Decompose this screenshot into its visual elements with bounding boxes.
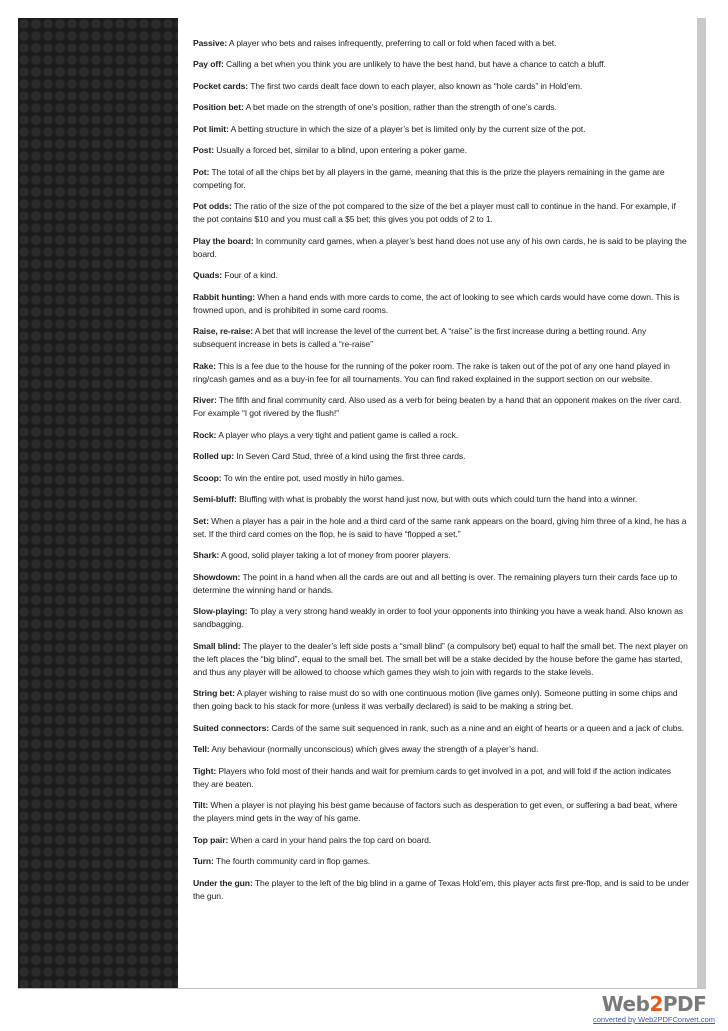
glossary-term: Rolled up: bbox=[193, 451, 235, 462]
glossary-definition: The fourth community card in flop games. bbox=[213, 856, 371, 867]
glossary-entry bbox=[193, 834, 689, 847]
glossary-entry bbox=[193, 58, 689, 71]
glossary-definition: The ratio of the size of the pot compared to the size of the bet a player must call to continue in the hand. For example, if the pot contains $10 and you must call a $5 bet; this gives you pot odds of 2 to 1. bbox=[193, 201, 676, 225]
glossary-definition: This is a fee due to the house for the running of the poker room. The rake is taken out of the pot of any one hand played in ring/cash games and as a buy-in fee for all tournaments. You can find raked explained in the support section on our website. bbox=[193, 360, 670, 384]
decorative-sidebar bbox=[18, 18, 178, 988]
glossary-definition: In community card games, when a player’s best hand does not use any of his own cards, he is said to be playing the board. bbox=[193, 235, 687, 259]
glossary-term: Pot odds: bbox=[193, 201, 232, 212]
glossary-definition: When a player has a pair in the hole and a third card of the same rank appears on the board, giving him three of a kind, he has a set. If the third card comes on the flop, he is said to have “flopped a set.” bbox=[193, 515, 687, 539]
glossary-entry bbox=[193, 394, 689, 420]
glossary-term: Pot: bbox=[193, 166, 210, 177]
glossary-definition: Usually a forced bet, similar to a blind, upon entering a poker game. bbox=[214, 145, 467, 156]
glossary-definition: A player who bets and raises infrequently, preferring to call or fold when faced with a bet. bbox=[227, 38, 557, 48]
glossary-entry bbox=[193, 360, 689, 386]
glossary-term: Pocket cards: bbox=[193, 80, 249, 91]
glossary-term: Tilt: bbox=[193, 800, 209, 811]
glossary-entry bbox=[193, 429, 689, 442]
glossary-entry bbox=[193, 493, 689, 506]
glossary-term: Shark: bbox=[193, 550, 220, 561]
glossary-term: Suited connectors: bbox=[193, 722, 270, 733]
glossary-term: Position bet: bbox=[193, 102, 244, 113]
glossary-definition: Calling a bet when you think you are unlikely to have the best hand, but have a chance to catch a bluff. bbox=[223, 59, 606, 70]
glossary-entry bbox=[193, 450, 689, 463]
glossary-definition: The player to the dealer’s left side posts a “small blind” (a compulsory bet) equal to half the small bet. The next player on the left places the “big blind”, equal to the small bet. The small bet will be a stake decided by the house before the game has started, and thus any player will be allowed to choose which games they wish to join with regards to the stake levels. bbox=[193, 640, 688, 677]
glossary-entry bbox=[193, 144, 689, 157]
glossary-term: Pay off: bbox=[193, 59, 224, 70]
glossary-entry bbox=[193, 605, 689, 631]
glossary-term: Pot limit: bbox=[193, 123, 229, 134]
glossary-term: River: bbox=[193, 395, 217, 406]
glossary-definition: A player wishing to raise must do so with one continuous motion (live games only). Someone putting in some chips and then going back to his stack for more (unless it was verbally declared) is said to be making a string bet. bbox=[193, 688, 678, 712]
glossary-entry bbox=[193, 269, 689, 282]
glossary-definition: A good, solid player taking a lot of money from poorer players. bbox=[219, 550, 451, 561]
glossary-entry bbox=[193, 765, 689, 791]
glossary-entry bbox=[193, 743, 689, 756]
right-margin-bar bbox=[697, 18, 706, 988]
glossary-definition: Players who fold most of their hands and wait for premium cards to get involved in a pot, and will fold if the action indicates they are beaten. bbox=[193, 765, 671, 789]
glossary-entry bbox=[193, 101, 689, 114]
glossary-term: Tight: bbox=[193, 765, 217, 776]
glossary-term: Semi-bluff: bbox=[193, 494, 237, 505]
glossary-term: Raise, re-raise: bbox=[193, 326, 254, 337]
glossary-entry bbox=[193, 325, 689, 351]
glossary-definition: The player to the left of the big blind in a game of Texas Hold’em, this player acts first pre-flop, and is said to be under the gun. bbox=[193, 877, 689, 901]
glossary-entry bbox=[193, 640, 689, 679]
glossary-entry bbox=[193, 549, 689, 562]
glossary-entry bbox=[193, 37, 689, 50]
glossary-term: Set: bbox=[193, 515, 209, 526]
glossary-definition: A bet that will increase the level of the current bet. A “raise” is the first increase during a betting round. Any subsequent increase in bets is called a “re-raise” bbox=[193, 326, 647, 350]
glossary-definition: When a hand ends with more cards to come, the act of looking to see which cards would have come down. This is frowned upon, and is prohibited in some card rooms. bbox=[193, 291, 680, 315]
glossary-content bbox=[178, 18, 697, 988]
glossary-term: Turn: bbox=[193, 856, 214, 867]
glossary-entry bbox=[193, 515, 689, 541]
glossary-definition: Any behaviour (normally unconscious) which gives away the strength of a player’s hand. bbox=[209, 744, 539, 755]
glossary-definition: The total of all the chips bet by all players in the game, meaning that this is the prize the players remaining in the game are competing for. bbox=[193, 166, 665, 190]
glossary-entry bbox=[193, 687, 689, 713]
glossary-definition: A betting structure in which the size of a player’s bet is limited only by the current size of the pot. bbox=[228, 123, 586, 134]
page-bottom-rule bbox=[18, 988, 706, 989]
glossary-entry bbox=[193, 80, 689, 93]
glossary-entry bbox=[193, 799, 689, 825]
glossary-definition: The first two cards dealt face down to each player, also known as “hole cards” in Hold’em. bbox=[248, 80, 583, 91]
glossary-entry bbox=[193, 877, 689, 903]
glossary-entry bbox=[193, 722, 689, 735]
glossary-entry bbox=[193, 235, 689, 261]
glossary-entry bbox=[193, 571, 689, 597]
glossary-entry bbox=[193, 166, 689, 192]
glossary-entry bbox=[193, 200, 689, 226]
glossary-term: Small blind: bbox=[193, 640, 241, 651]
glossary-term: Tell: bbox=[193, 744, 210, 755]
glossary-entry bbox=[193, 855, 689, 868]
glossary-term: String bet: bbox=[193, 688, 235, 699]
glossary-definition: To play a very strong hand weakly in order to fool your opponents into thinking you have a weak hand. Also known as sandbagging. bbox=[193, 606, 683, 630]
web2pdf-logo[interactable] bbox=[588, 993, 720, 1025]
glossary-term: Rock: bbox=[193, 429, 217, 440]
glossary-entry bbox=[193, 123, 689, 136]
glossary-term: Rake: bbox=[193, 360, 216, 371]
glossary-term: Quads: bbox=[193, 270, 223, 281]
glossary-definition: The fifth and final community card. Also used as a verb for being beaten by a hand that an opponent makes on the river card. For example “I got rivered by the flush!” bbox=[193, 395, 682, 419]
glossary-term: Under the gun: bbox=[193, 877, 253, 888]
glossary-entry bbox=[193, 291, 689, 317]
glossary-definition: Cards of the same suit sequenced in rank, such as a nine and an eight of hearts or a queen and a jack of clubs. bbox=[269, 722, 684, 733]
glossary-definition: When a card in your hand pairs the top card on board. bbox=[228, 834, 432, 845]
glossary-definition: To win the entire pot, used mostly in hi/lo games. bbox=[221, 472, 404, 483]
glossary-definition: A bet made on the strength of one’s position, rather than the strength of one’s cards. bbox=[243, 102, 557, 113]
convert-link[interactable]: converted by Web2PDFConvert.com bbox=[593, 1015, 715, 1024]
glossary-term: Scoop: bbox=[193, 472, 222, 483]
glossary-definition: In Seven Card Stud, three of a kind using the first three cards. bbox=[234, 451, 466, 462]
glossary-term: Play the board: bbox=[193, 235, 254, 246]
glossary-term: Post: bbox=[193, 145, 214, 156]
glossary-term: Passive: bbox=[193, 38, 228, 48]
glossary-definition: Four of a kind. bbox=[222, 270, 278, 281]
glossary-entry bbox=[193, 472, 689, 485]
glossary-definition: When a player is not playing his best game because of factors such as desperation to get even, or suffering a bad beat, where the players mind gets in the way of his game. bbox=[193, 800, 678, 824]
glossary-term: Rabbit hunting: bbox=[193, 291, 255, 302]
glossary-definition: The point in a hand when all the cards are out and all betting is over. The remaining players turn their cards face up to determine the winning hand or hands. bbox=[193, 571, 678, 595]
glossary-term: Top pair: bbox=[193, 834, 229, 845]
glossary-definition: Bluffing with what is probably the worst hand just now, but with outs which could turn the hand into a winner. bbox=[236, 494, 638, 505]
web2pdf-logo-text: Web2PDF bbox=[601, 992, 707, 1016]
glossary-term: Showdown: bbox=[193, 571, 241, 582]
glossary-definition: A player who plays a very tight and patient game is called a rock. bbox=[216, 429, 459, 440]
glossary-term: Slow-playing: bbox=[193, 606, 248, 617]
